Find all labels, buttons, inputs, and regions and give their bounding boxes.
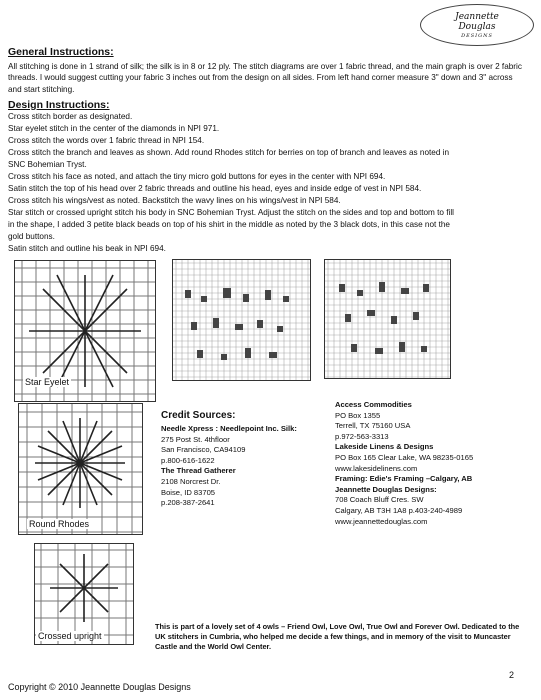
logo-line-2: Douglas <box>458 22 496 32</box>
round-rhodes-caption: Round Rhodes <box>29 519 90 529</box>
credit-line: p.972-563-3313 <box>335 431 389 441</box>
logo-line-3: DESIGNS <box>461 33 493 39</box>
crossed-upright-diagram <box>34 543 134 645</box>
design-line: in the shape, I added 3 petite black beads on top of his shirt in the middle as noted by the 3 black dots, in this case not the <box>8 220 450 229</box>
stitch-graph-1-image <box>173 260 310 380</box>
design-instructions-heading: Design Instructions: <box>8 99 110 111</box>
copyright-text: Copyright © 2010 Jeannette Douglas Designs <box>8 682 191 692</box>
page-number: 2 <box>509 670 515 680</box>
credit-line: Needle Xpress : Needlepoint Inc. Silk: <box>161 424 297 433</box>
credit-line: San Francisco, CA94109 <box>161 445 246 455</box>
credit-line: 2108 Norcrest Dr. <box>161 476 221 486</box>
credit-line: Boise, ID 83705 <box>161 487 216 497</box>
design-instructions-list <box>8 111 533 255</box>
design-line: Satin stitch the top of his head over 2 fabric threads and outline his head, eyes and inside edge of vest in NPI 584. <box>8 184 422 193</box>
credits-right-column <box>335 400 535 527</box>
brand-logo <box>420 4 534 46</box>
credit-line: Jeannette Douglas Designs: <box>335 484 437 494</box>
credit-line: p.800-616-1622 <box>161 455 215 465</box>
credit-line: www.jeannettedouglas.com <box>335 516 428 526</box>
design-line: Star stitch or crossed upright stitch his body in SNC Bohemian Tryst. Adjust the stitch on the sides and top and bottom to fill <box>8 208 454 217</box>
stitch-graph-2-image <box>325 260 450 378</box>
design-line: Star eyelet stitch in the center of the diamonds in NPI 971. <box>8 124 220 133</box>
design-line: SNC Bohemian Tryst. <box>8 160 87 169</box>
logo-line-1: Jeannette <box>455 12 499 22</box>
design-line: Cross stitch his face as noted, and attach the tiny micro gold buttons for eyes in the center with NPI 694. <box>8 172 386 181</box>
credit-line: Lakeside Linens & Designs <box>335 442 434 452</box>
stitch-graph-1 <box>172 259 311 381</box>
crossed-upright-caption: Crossed upright <box>38 631 102 641</box>
star-eyelet-caption: Star Eyelet <box>25 377 70 387</box>
credit-line: Access Commodities <box>335 400 412 409</box>
credits-left-column <box>161 424 321 509</box>
credit-line: PO Box 1355 <box>335 410 381 420</box>
credit-line: Terrell, TX 75160 USA <box>335 421 411 431</box>
crossed-upright-stitch-graphic <box>35 544 133 644</box>
credit-line: 708 Coach Bluff Cres. SW <box>335 495 424 505</box>
dedication-note: This is part of a lovely set of 4 owls – Friend Owl, Love Owl, True Owl and Forever Owl. Dedicated to the UK stitchers in Cumbria, who helped me decide a few things, and in memory of the visit to Muncaster Castle and the World Owl Center. <box>155 622 520 651</box>
round-rhodes-stitch-graphic <box>19 404 142 534</box>
credit-line: Framing: Edie's Framing –Calgary, AB <box>335 474 473 484</box>
star-eyelet-diagram <box>14 260 156 402</box>
credit-line: p.208-387-2641 <box>161 498 215 508</box>
general-instructions-heading: General Instructions: <box>8 46 114 58</box>
credit-line: Calgary, AB T3H 1A8 p.403-240-4989 <box>335 505 463 515</box>
stitch-graph-2 <box>324 259 451 379</box>
round-rhodes-diagram <box>18 403 143 535</box>
credit-line: PO Box 165 Clear Lake, WA 98235-0165 <box>335 452 474 462</box>
design-line: gold buttons. <box>8 232 55 241</box>
design-line: Cross stitch border as designated. <box>8 112 133 121</box>
design-line: Cross stitch the branch and leaves as shown. Add round Rhodes stitch for berries on top of branch and leaves as noted in <box>8 148 450 157</box>
credit-line: www.lakesidelinens.com <box>335 463 418 473</box>
design-line: Cross stitch his wings/vest as noted. Backstitch the wavy lines on his wings/vest in NPI 584. <box>8 196 341 205</box>
design-line: Cross stitch the words over 1 fabric thread in NPI 154. <box>8 136 205 145</box>
credit-sources-heading: Credit Sources: <box>161 410 236 421</box>
general-instructions-text: All stitching is done in 1 strand of silk; the silk is in 8 or 12 ply. The stitch diagrams are over 1 fabric thread, and the main graph is over 2 fabric threads. I would suggest cutting your fabric 3 inches out from the design on all sides. From left hand corner measure 3" down and 3" across and start stitching. <box>8 62 522 94</box>
design-line: Satin stitch and outline his beak in NPI 694. <box>8 244 166 253</box>
credit-line: The Thread Gatherer <box>161 466 236 476</box>
credit-line: 275 Post St. 4thfloor <box>161 434 230 444</box>
